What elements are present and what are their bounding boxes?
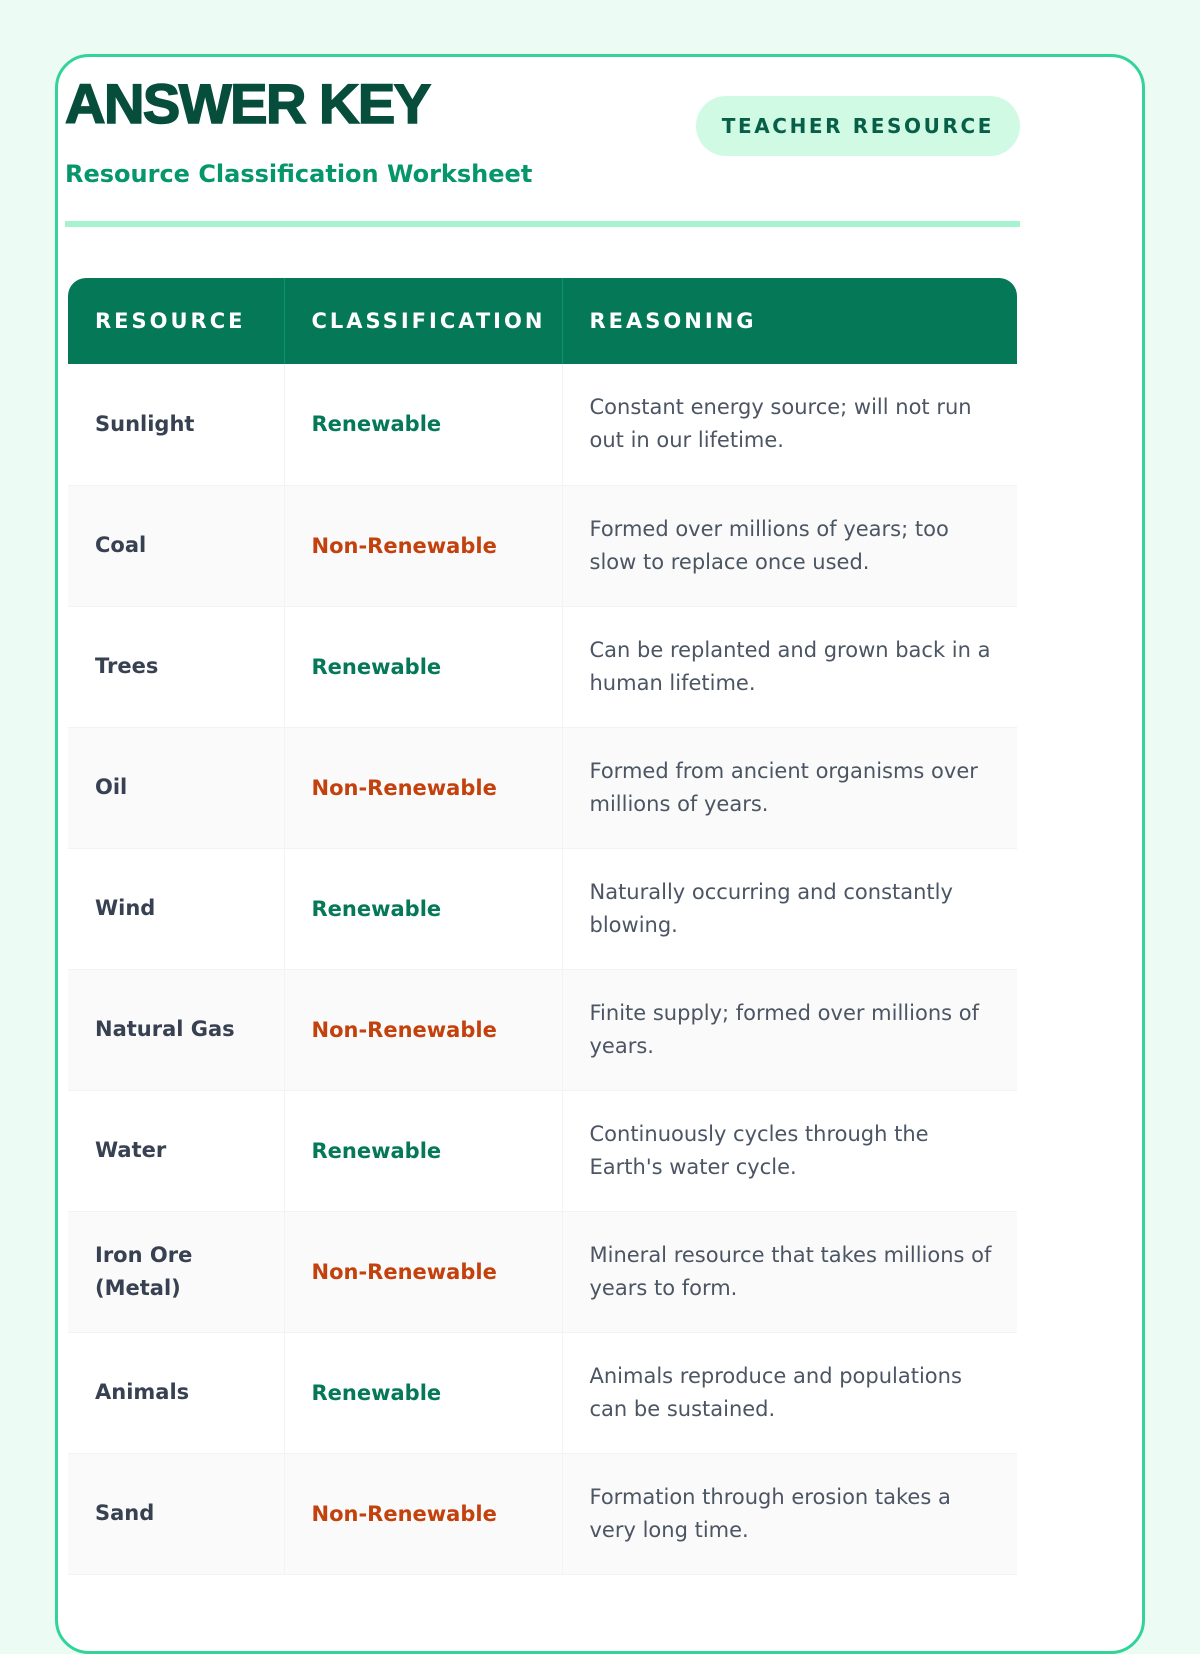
classification-cell: Non-Renewable	[284, 1453, 562, 1574]
answer-table	[68, 278, 1017, 1575]
column-header-classification: CLASSIFICATION	[284, 278, 562, 364]
classification-cell: Renewable	[284, 364, 562, 485]
classification-cell: Renewable	[284, 1090, 562, 1211]
table-row	[68, 364, 1017, 485]
classification-cell: Renewable	[284, 606, 562, 727]
reasoning-cell: Can be replanted and grown back in a human lifetime.	[562, 606, 1017, 727]
reasoning-cell: Mineral resource that takes millions of years to form.	[562, 1211, 1017, 1332]
resource-cell: Trees	[68, 606, 284, 727]
teacher-resource-badge: TEACHER RESOURCE	[696, 96, 1020, 156]
page-header	[65, 74, 1020, 224]
column-header-reasoning: REASONING	[562, 278, 1017, 364]
classification-cell: Non-Renewable	[284, 969, 562, 1090]
answer-table-container	[68, 278, 1017, 1575]
table-row	[68, 485, 1017, 606]
reasoning-cell: Formed over millions of years; too slow to replace once used.	[562, 485, 1017, 606]
resource-cell: Iron Ore (Metal)	[68, 1211, 284, 1332]
page-subtitle: Resource Classification Worksheet	[65, 160, 533, 188]
classification-cell: Non-Renewable	[284, 485, 562, 606]
resource-cell: Coal	[68, 485, 284, 606]
table-body	[68, 364, 1017, 1574]
resource-cell: Sunlight	[68, 364, 284, 485]
classification-cell: Renewable	[284, 1332, 562, 1453]
page-title: ANSWER KEY	[65, 72, 430, 135]
resource-cell: Sand	[68, 1453, 284, 1574]
table-row	[68, 1090, 1017, 1211]
column-header-resource: RESOURCE	[68, 278, 284, 364]
resource-cell: Oil	[68, 727, 284, 848]
reasoning-cell: Animals reproduce and populations can be sustained.	[562, 1332, 1017, 1453]
table-row	[68, 969, 1017, 1090]
table-row	[68, 1453, 1017, 1574]
reasoning-cell: Formed from ancient organisms over millions of years.	[562, 727, 1017, 848]
reasoning-cell: Continuously cycles through the Earth's water cycle.	[562, 1090, 1017, 1211]
resource-cell: Wind	[68, 848, 284, 969]
table-row	[68, 848, 1017, 969]
table-row	[68, 606, 1017, 727]
table-row	[68, 727, 1017, 848]
classification-cell: Renewable	[284, 848, 562, 969]
resource-cell: Natural Gas	[68, 969, 284, 1090]
table-header-row	[68, 278, 1017, 364]
classification-cell: Non-Renewable	[284, 1211, 562, 1332]
table-row	[68, 1211, 1017, 1332]
reasoning-cell: Naturally occurring and constantly blowing.	[562, 848, 1017, 969]
reasoning-cell: Constant energy source; will not run out in our lifetime.	[562, 364, 1017, 485]
resource-cell: Water	[68, 1090, 284, 1211]
classification-cell: Non-Renewable	[284, 727, 562, 848]
resource-cell: Animals	[68, 1332, 284, 1453]
header-divider	[65, 221, 1020, 227]
reasoning-cell: Formation through erosion takes a very long time.	[562, 1453, 1017, 1574]
reasoning-cell: Finite supply; formed over millions of years.	[562, 969, 1017, 1090]
table-row	[68, 1332, 1017, 1453]
